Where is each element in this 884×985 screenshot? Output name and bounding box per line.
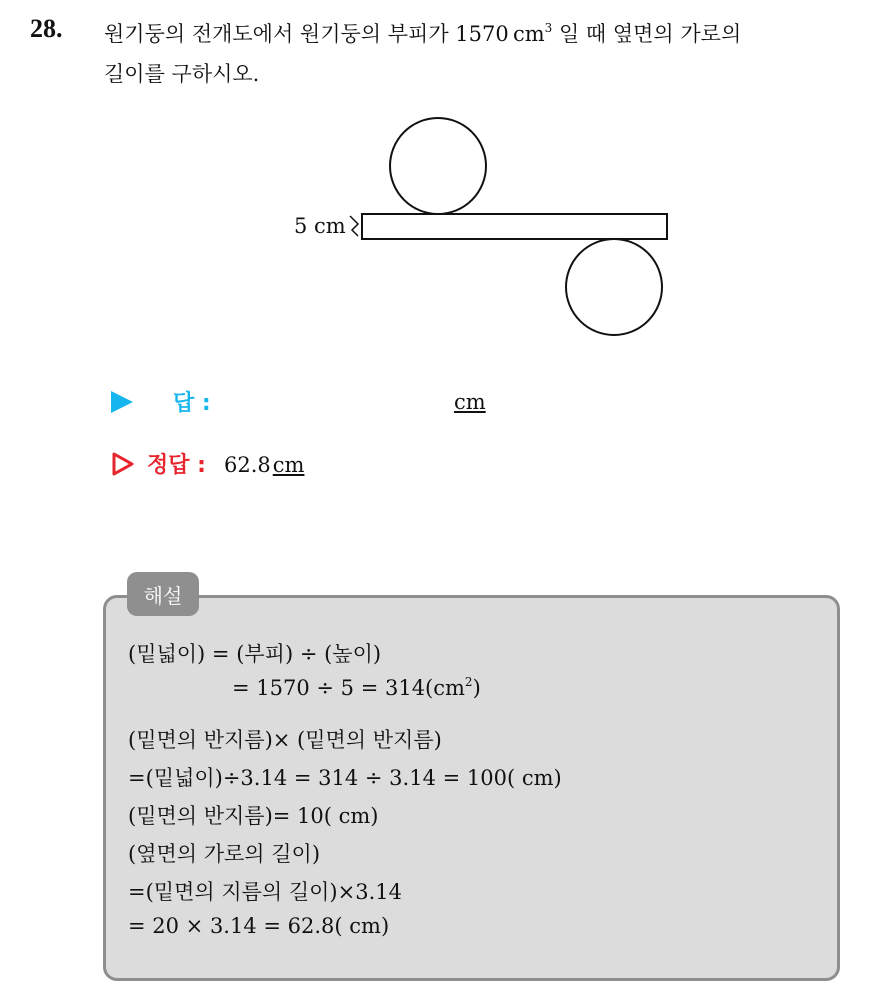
explanation-line-1: (밑넓이) = (부피) ÷ (높이) xyxy=(128,642,382,666)
explanation-line-2-exponent: 2 xyxy=(464,675,473,689)
explanation-line-7: =(밑면의 지름의 길이)×3.14 xyxy=(128,880,402,904)
explanation-line-3: (밑면의 반지름)× (밑면의 반지름) xyxy=(128,728,442,752)
correct-answer-value: 62.8 xyxy=(223,453,271,477)
answer-unit: cm xyxy=(454,390,486,414)
question-text-part: 원기둥의 전개도에서 원기둥의 부피가 1570 xyxy=(104,22,509,46)
correct-answer-outline-play-icon xyxy=(111,452,135,476)
answer-row xyxy=(111,386,486,417)
volume-unit-exponent: 3 xyxy=(544,21,553,35)
explanation-line-6: (옆면의 가로의 길이) xyxy=(128,842,321,866)
explanation-tag: 해설 xyxy=(127,572,199,616)
cylinder-net-figure xyxy=(280,112,680,344)
volume-unit-text: cm xyxy=(512,22,545,46)
bottom-base-circle xyxy=(566,239,662,335)
top-base-circle xyxy=(390,118,486,214)
question-text-part: 일 때 옆면의 가로의 xyxy=(552,22,742,46)
explanation-line-2-close: ) xyxy=(472,676,481,700)
explanation-line-2-text: = 1570 ÷ 5 = 314(cm xyxy=(232,676,465,700)
question-line-1 xyxy=(104,14,864,54)
question-text xyxy=(104,14,864,94)
volume-unit xyxy=(509,22,553,46)
question-line-2: 길이를 구하시오. xyxy=(104,62,260,86)
correct-answer-label: 정답 : xyxy=(147,453,206,478)
correct-answer-unit: cm xyxy=(272,453,305,477)
answer-label: 답 : xyxy=(173,391,211,416)
question-number: 28. xyxy=(30,14,63,43)
answer-play-icon xyxy=(111,391,133,413)
height-label: 5 cm xyxy=(294,214,346,238)
correct-answer-row xyxy=(111,448,304,479)
explanation-line-4: =(밑넓이)÷3.14 = 314 ÷ 3.14 = 100( cm) xyxy=(128,766,562,790)
height-brace xyxy=(350,216,358,236)
explanation-line-5: (밑면의 반지름)= 10( cm) xyxy=(128,804,379,828)
explanation-line-2 xyxy=(232,676,481,700)
side-rectangle xyxy=(362,214,667,239)
explanation-line-8: = 20 × 3.14 = 62.8( cm) xyxy=(128,914,390,938)
